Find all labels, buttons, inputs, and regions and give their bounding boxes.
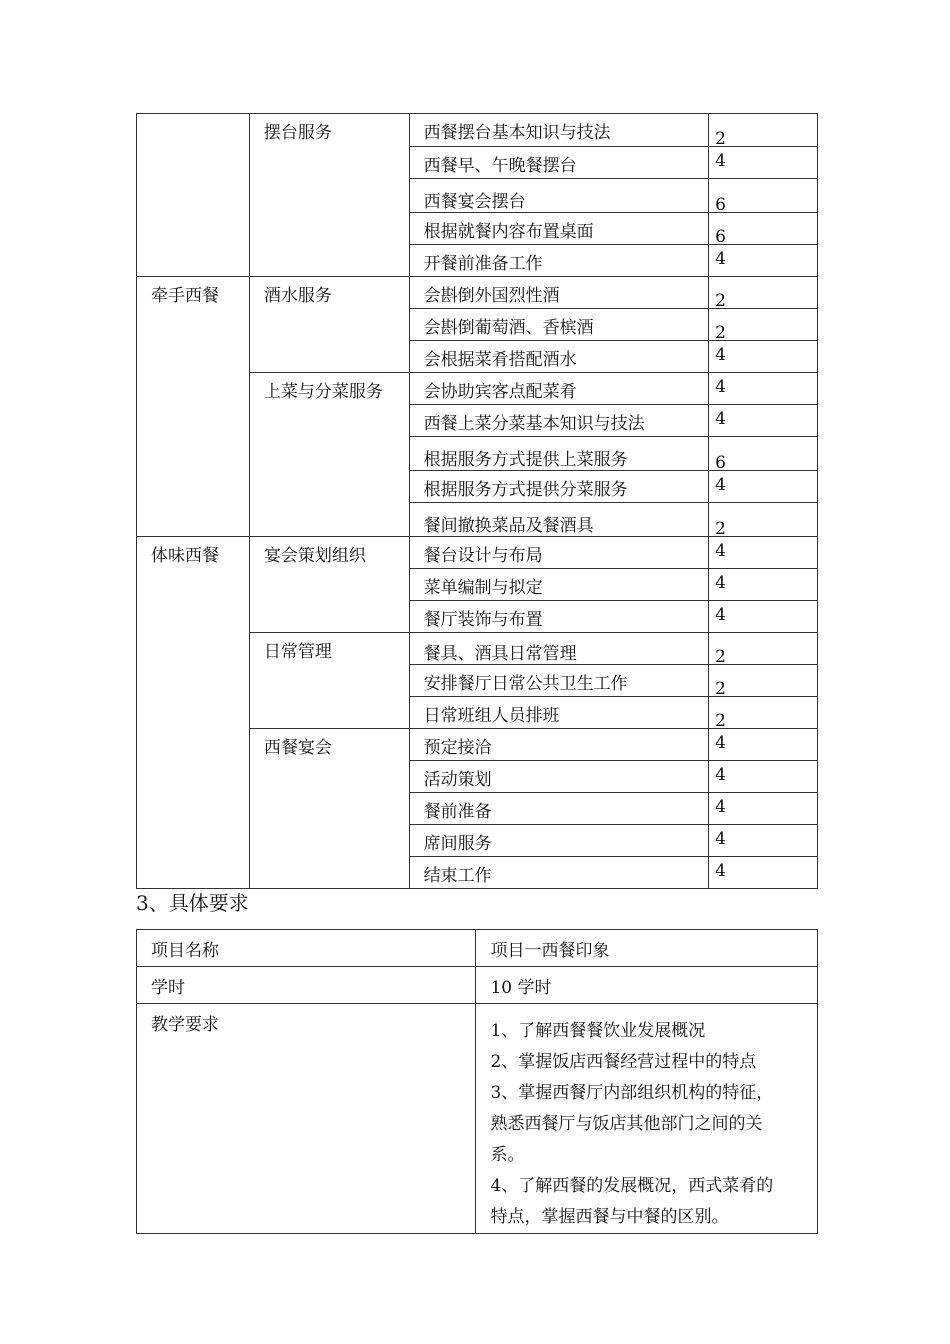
hours-cell: 6 [709,179,818,213]
requirement-line: 1、了解西餐餐饮业发展概况 [490,1021,706,1041]
content-cell: 安排餐厅日常公共卫生工作 [409,665,709,697]
task-cell: 上菜与分菜服务 [249,373,409,537]
content-cell: 餐间撤换菜品及餐酒具 [409,503,709,537]
content-cell: 餐具、酒具日常管理 [409,633,709,665]
hours-label: 学时 [137,967,476,1004]
requirement-line: 4、了解西餐的发展概况，西式菜肴的 [490,1176,774,1196]
requirement-line: 3、掌握西餐厅内部组织机构的特征， [490,1083,774,1103]
requirement-line: 熟悉西餐厅与饭店其他部门之间的关 [490,1114,763,1134]
hours-cell: 4 [709,825,818,857]
requirements-list [490,1010,807,1233]
hours-cell: 4 [709,857,818,889]
hours-cell: 4 [709,341,818,373]
task-cell: 日常管理 [249,633,409,729]
task-cell: 酒水服务 [249,277,409,373]
content-cell: 西餐宴会摆台 [409,179,709,213]
module-cell: 体味西餐 [137,537,250,889]
content-cell: 餐前准备 [409,793,709,825]
hours-cell: 4 [709,405,818,437]
content-cell: 会根据菜肴搭配酒水 [409,341,709,373]
hours-cell: 6 [709,437,818,471]
hours-cell: 2 [709,633,818,665]
teaching-requirements-label: 教学要求 [137,1004,476,1234]
hours-cell: 4 [709,537,818,569]
content-cell: 会斟倒葡萄酒、香槟酒 [409,309,709,341]
project-name-value: 项目一西餐印象 [476,930,818,967]
curriculum-table [136,113,818,889]
hours-cell: 6 [709,213,818,245]
hours-cell: 4 [709,245,818,277]
requirements-table [136,929,818,1234]
hours-cell: 4 [709,761,818,793]
hours-cell: 4 [709,569,818,601]
hours-value: 10 学时 [476,967,818,1004]
content-cell: 开餐前准备工作 [409,245,709,277]
hours-cell: 2 [709,277,818,309]
module-cell [137,114,250,277]
content-cell: 根据就餐内容布置桌面 [409,213,709,245]
content-cell: 餐厅装饰与布置 [409,601,709,633]
content-cell: 西餐上菜分菜基本知识与技法 [409,405,709,437]
hours-cell: 2 [709,503,818,537]
hours-cell: 4 [709,601,818,633]
module-cell: 牵手西餐 [137,277,250,537]
content-cell: 会协助宾客点配菜肴 [409,373,709,405]
project-name-label: 项目名称 [137,930,476,967]
hours-cell: 4 [709,793,818,825]
section-heading: 3、具体要求 [136,891,249,915]
requirement-line: 2、掌握饭店西餐经营过程中的特点 [490,1052,757,1072]
content-cell: 活动策划 [409,761,709,793]
hours-cell: 4 [709,373,818,405]
hours-cell: 2 [709,309,818,341]
content-cell: 席间服务 [409,825,709,857]
hours-cell: 4 [709,729,818,761]
teaching-requirements-value [476,1004,818,1234]
requirement-line: 系。 [490,1145,525,1165]
content-cell: 日常班组人员排班 [409,697,709,729]
task-cell: 摆台服务 [249,114,409,277]
content-cell: 根据服务方式提供上菜服务 [409,437,709,471]
hours-cell: 2 [709,697,818,729]
content-cell: 预定接洽 [409,729,709,761]
hours-cell: 4 [709,471,818,503]
content-cell: 根据服务方式提供分菜服务 [409,471,709,503]
requirement-line: 特点，掌握西餐与中餐的区别。 [490,1207,729,1227]
content-cell: 西餐早、午晚餐摆台 [409,147,709,179]
content-cell: 西餐摆台基本知识与技法 [409,114,709,147]
task-cell: 宴会策划组织 [249,537,409,633]
content-cell: 餐台设计与布局 [409,537,709,569]
content-cell: 会斟倒外国烈性酒 [409,277,709,309]
content-cell: 结束工作 [409,857,709,889]
hours-cell: 2 [709,665,818,697]
hours-cell: 2 [709,114,818,147]
task-cell: 西餐宴会 [249,729,409,889]
hours-cell: 4 [709,147,818,179]
content-cell: 菜单编制与拟定 [409,569,709,601]
